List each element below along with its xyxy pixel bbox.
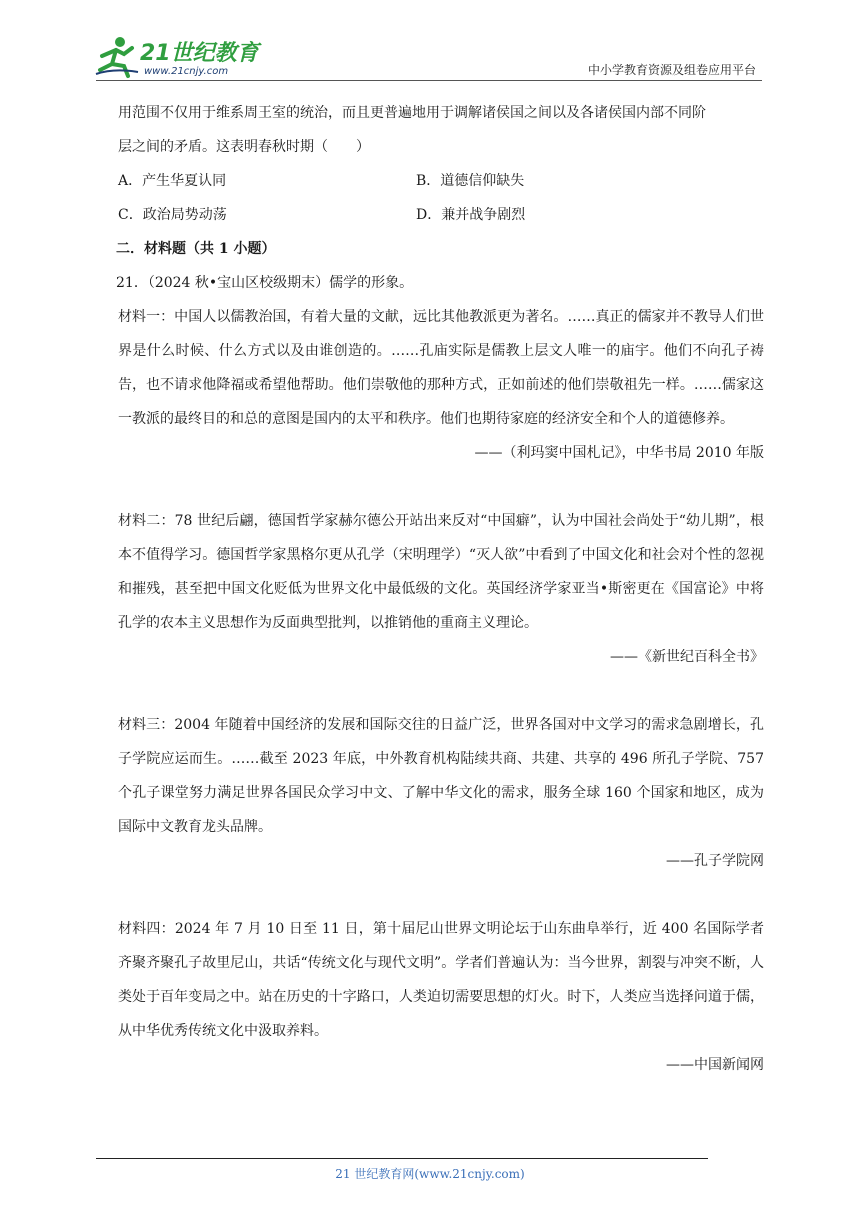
footer-link[interactable]: 21 世纪教育网(www.21cnjy.com) [335, 1167, 525, 1181]
option-d[interactable]: D．兼并战争剧烈 [416, 207, 526, 223]
runner-logo-icon [94, 34, 264, 80]
material-3-source: ——孔子学院网 [666, 853, 764, 869]
option-a[interactable]: A．产生华夏认同 [118, 173, 227, 189]
logo-text: 21世纪教育 [140, 41, 259, 66]
material-4-source: ——中国新闻网 [666, 1057, 764, 1073]
spacer [118, 878, 764, 912]
material-2-source: ——《新世纪百科全书》 [610, 649, 764, 665]
question-title: 21．（2024 秋•宝山区校级期末）儒学的形象。 [116, 275, 414, 291]
section-title: 二．材料题（共 1 小题） [116, 241, 276, 257]
option-b[interactable]: B．道德信仰缺失 [416, 173, 525, 189]
question-text-line: 层之间的矛盾。这表明春秋时期（ ） [118, 139, 370, 155]
option-c[interactable]: C．政治局势动荡 [118, 207, 227, 223]
option-row [118, 164, 764, 198]
platform-name: 中小学教育资源及组卷应用平台 [587, 63, 756, 77]
logo-url: www.21cnjy.com [144, 66, 229, 77]
material-3: 材料三：2004 年随着中国经济的发展和国际交往的日益广泛，世界各国对中文学习的需求急剧增长，孔子学院应运而生。……截至 2023 年底，中外教育机构陆续共商、共建、共享的 496 所孔子学院、757 个孔子课堂努力满足世界各国民众学习中文、了解中华文化的需求，服务全球 160 个国家和地区，成为国际中文教育龙头品牌。 [118, 717, 764, 835]
material-1: 材料一：中国人以儒教治国，有着大量的文献，远比其他教派更为著名。……真正的儒家并不教导人们世界是什么时候、什么方式以及由谁创造的。……孔庙实际是儒教上层文人唯一的庙宇。他们不向孔子祷告，也不请求他降福或希望他帮助。他们崇敬他的那种方式，正如前述的他们崇敬祖先一样。……儒家这一教派的最终目的和总的意图是国内的太平和秩序。他们也期待家庭的经济安全和个人的道德修养。 [118, 309, 764, 427]
material-1-source: ——（利玛窦中国札记》，中华书局 2010 年版 [474, 445, 764, 461]
material-4: 材料四：2024 年 7 月 10 日至 11 日，第十届尼山世界文明论坛于山东曲阜举行，近 400 名国际学者齐聚齐聚孔子故里尼山，共话“传统文化与现代文明”。学者们普遍认为：当今世界，割裂与冲突不断，人类处于百年变局之中。站在历史的十字路口，人类迫切需要思想的灯火。时下，人类应当选择问道于儒，从中华优秀传统文化中汲取养料。 [118, 921, 764, 1039]
material-2: 材料二：78 世纪后翩，德国哲学家赫尔德公开站出来反对“中国癖”，认为中国社会尚处于“幼儿期”，根本不值得学习。德国哲学家黑格尔更从孔学（宋明理学）“灭人欲”中看到了中国文化和社会对个性的忽视和摧残，甚至把中国文化贬低为世界文化中最低级的文化。英国经济学家亚当•斯密更在《国富论》中将孔学的农本主义思想作为反面典型批判，以推销他的重商主义理论。 [118, 513, 764, 631]
spacer [118, 470, 764, 504]
header-divider [96, 80, 762, 81]
footer-divider [96, 1158, 708, 1159]
site-logo[interactable] [94, 34, 264, 80]
spacer [118, 674, 764, 708]
page-header [0, 0, 860, 84]
option-row [118, 198, 764, 232]
page-content [118, 96, 764, 1082]
question-text-line: 用范围不仅用于维系周王室的统治，而且更普遍地用于调解诸侯国之间以及各诸侯国内部不同阶 [118, 105, 706, 121]
